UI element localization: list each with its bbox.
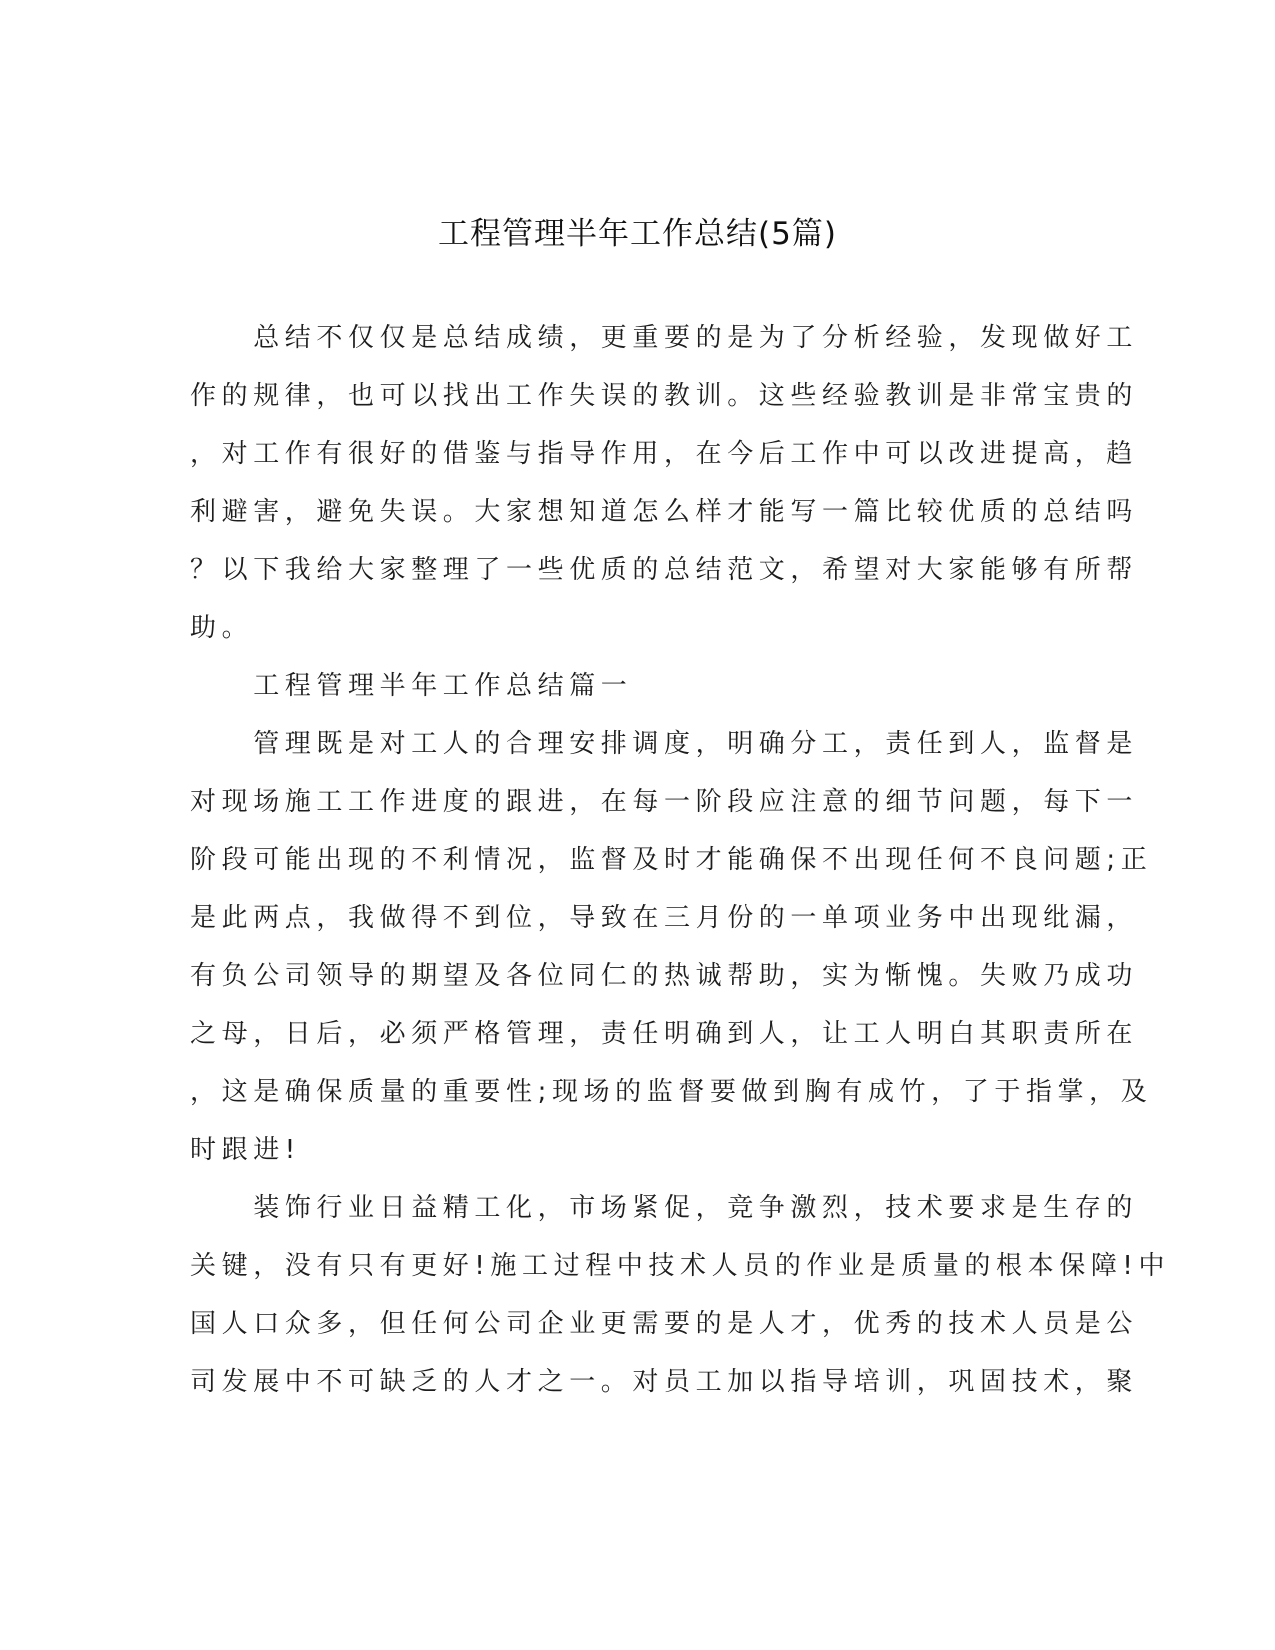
body-line: 作的规律，也可以找出工作失误的教训。这些经验教训是非常宝贵的 — [190, 381, 1139, 411]
body-line: 阶段可能出现的不利情况，监督及时才能确保不出现任何不良问题;正 — [190, 845, 1153, 875]
body-line: 总结不仅仅是总结成绩，更重要的是为了分析经验，发现做好工 — [190, 323, 1139, 353]
body-line: 是此两点，我做得不到位，导致在三月份的一单项业务中出现纰漏， — [190, 903, 1139, 933]
body-line: 助。 — [190, 613, 254, 643]
body-line: 司发展中不可缺乏的人才之一。对员工加以指导培训，巩固技术，聚 — [190, 1367, 1139, 1397]
body-line: 管理既是对工人的合理安排调度，明确分工，责任到人，监督是 — [190, 729, 1139, 759]
body-line: 对现场施工工作进度的跟进，在每一阶段应注意的细节问题，每下一 — [190, 787, 1139, 817]
body-line: ，这是确保质量的重要性;现场的监督要做到胸有成竹，了于指掌，及 — [190, 1077, 1153, 1107]
body-line: 国人口众多，但任何公司企业更需要的是人才，优秀的技术人员是公 — [190, 1309, 1139, 1339]
body-line: 利避害，避免失误。大家想知道怎么样才能写一篇比较优质的总结吗 — [190, 497, 1139, 527]
section-heading: 工程管理半年工作总结篇一 — [190, 671, 633, 701]
body-line: 关键，没有只有更好!施工过程中技术人员的作业是质量的根本保障!中 — [190, 1251, 1171, 1281]
body-line: ，对工作有很好的借鉴与指导作用，在今后工作中可以改进提高，趋 — [190, 439, 1139, 469]
body-line: 时跟进! — [190, 1135, 301, 1165]
body-line: 之母，日后，必须严格管理，责任明确到人，让工人明白其职责所在 — [190, 1019, 1139, 1049]
body-line: ？以下我给大家整理了一些优质的总结范文，希望对大家能够有所帮 — [190, 555, 1139, 585]
body-line: 有负公司领导的期望及各位同仁的热诚帮助，实为惭愧。失败乃成功 — [190, 961, 1139, 991]
document-title: 工程管理半年工作总结(5篇) — [438, 216, 837, 252]
body-line: 装饰行业日益精工化，市场紧促，竞争激烈，技术要求是生存的 — [190, 1193, 1139, 1223]
